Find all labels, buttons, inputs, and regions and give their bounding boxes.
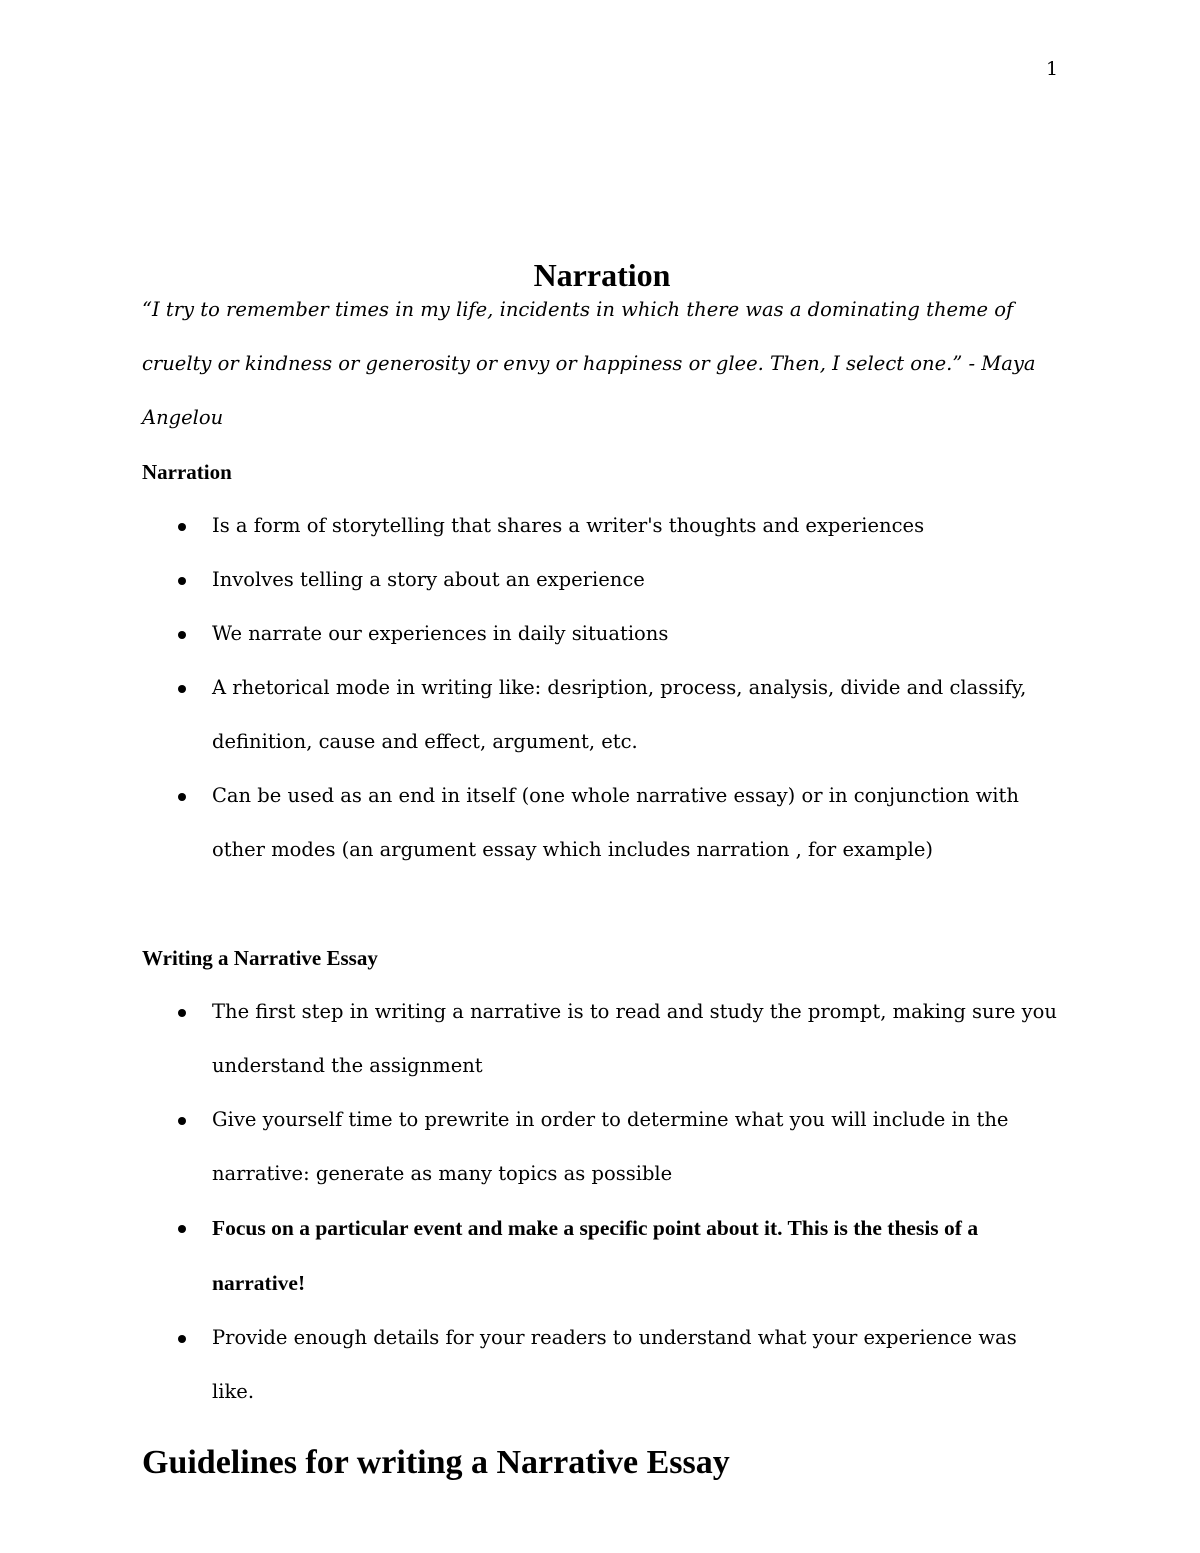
list-item: Is a form of storytelling that shares a writer's thoughts and experiences xyxy=(212,499,1062,553)
list-item: Provide enough details for your readers to understand what your experience was like. xyxy=(212,1311,1062,1419)
bullet-icon xyxy=(178,577,186,585)
list-item: The first step in writing a narrative is to read and study the prompt, making sure you understand the assignment xyxy=(212,985,1062,1093)
writing-bullet-list xyxy=(142,985,1062,1419)
bullet-icon xyxy=(178,1335,186,1343)
list-item: We narrate our experiences in daily situations xyxy=(212,607,1062,661)
document-body xyxy=(142,255,1062,1485)
bullet-icon xyxy=(178,793,186,801)
bullet-icon xyxy=(178,631,186,639)
list-item: Give yourself time to prewrite in order to determine what you will include in the narrative: generate as many topics as possible xyxy=(212,1093,1062,1201)
bullet-icon xyxy=(178,523,186,531)
page-number: 1 xyxy=(1046,58,1059,80)
section-heading-writing-narrative-essay: Writing a Narrative Essay xyxy=(142,946,378,970)
bullet-icon xyxy=(178,1225,186,1233)
guidelines-heading: Guidelines for writing a Narrative Essay xyxy=(142,1444,730,1481)
bullet-icon xyxy=(178,685,186,693)
section-heading-narration: Narration xyxy=(142,460,232,484)
list-item: Involves telling a story about an experience xyxy=(212,553,1062,607)
list-item: A rhetorical mode in writing like: desription, process, analysis, divide and classify, definition, cause and effect, argument, etc. xyxy=(212,661,1062,769)
list-item-thesis: Focus on a particular event and make a specific point about it. This is the thesis of a narrative! xyxy=(212,1201,1062,1311)
document-title: Narration xyxy=(533,257,671,293)
narration-bullet-list xyxy=(142,499,1062,877)
bullet-icon xyxy=(178,1009,186,1017)
list-item: Can be used as an end in itself (one whole narrative essay) or in conjunction with other modes (an argument essay which includes narration , for example) xyxy=(212,769,1062,877)
bullet-icon xyxy=(178,1117,186,1125)
epigraph-quote: “I try to remember times in my life, incidents in which there was a dominating theme of cruelty or kindness or generosity or envy or happiness or glee. Then, I select one.” - Maya Angelou xyxy=(142,298,1036,429)
